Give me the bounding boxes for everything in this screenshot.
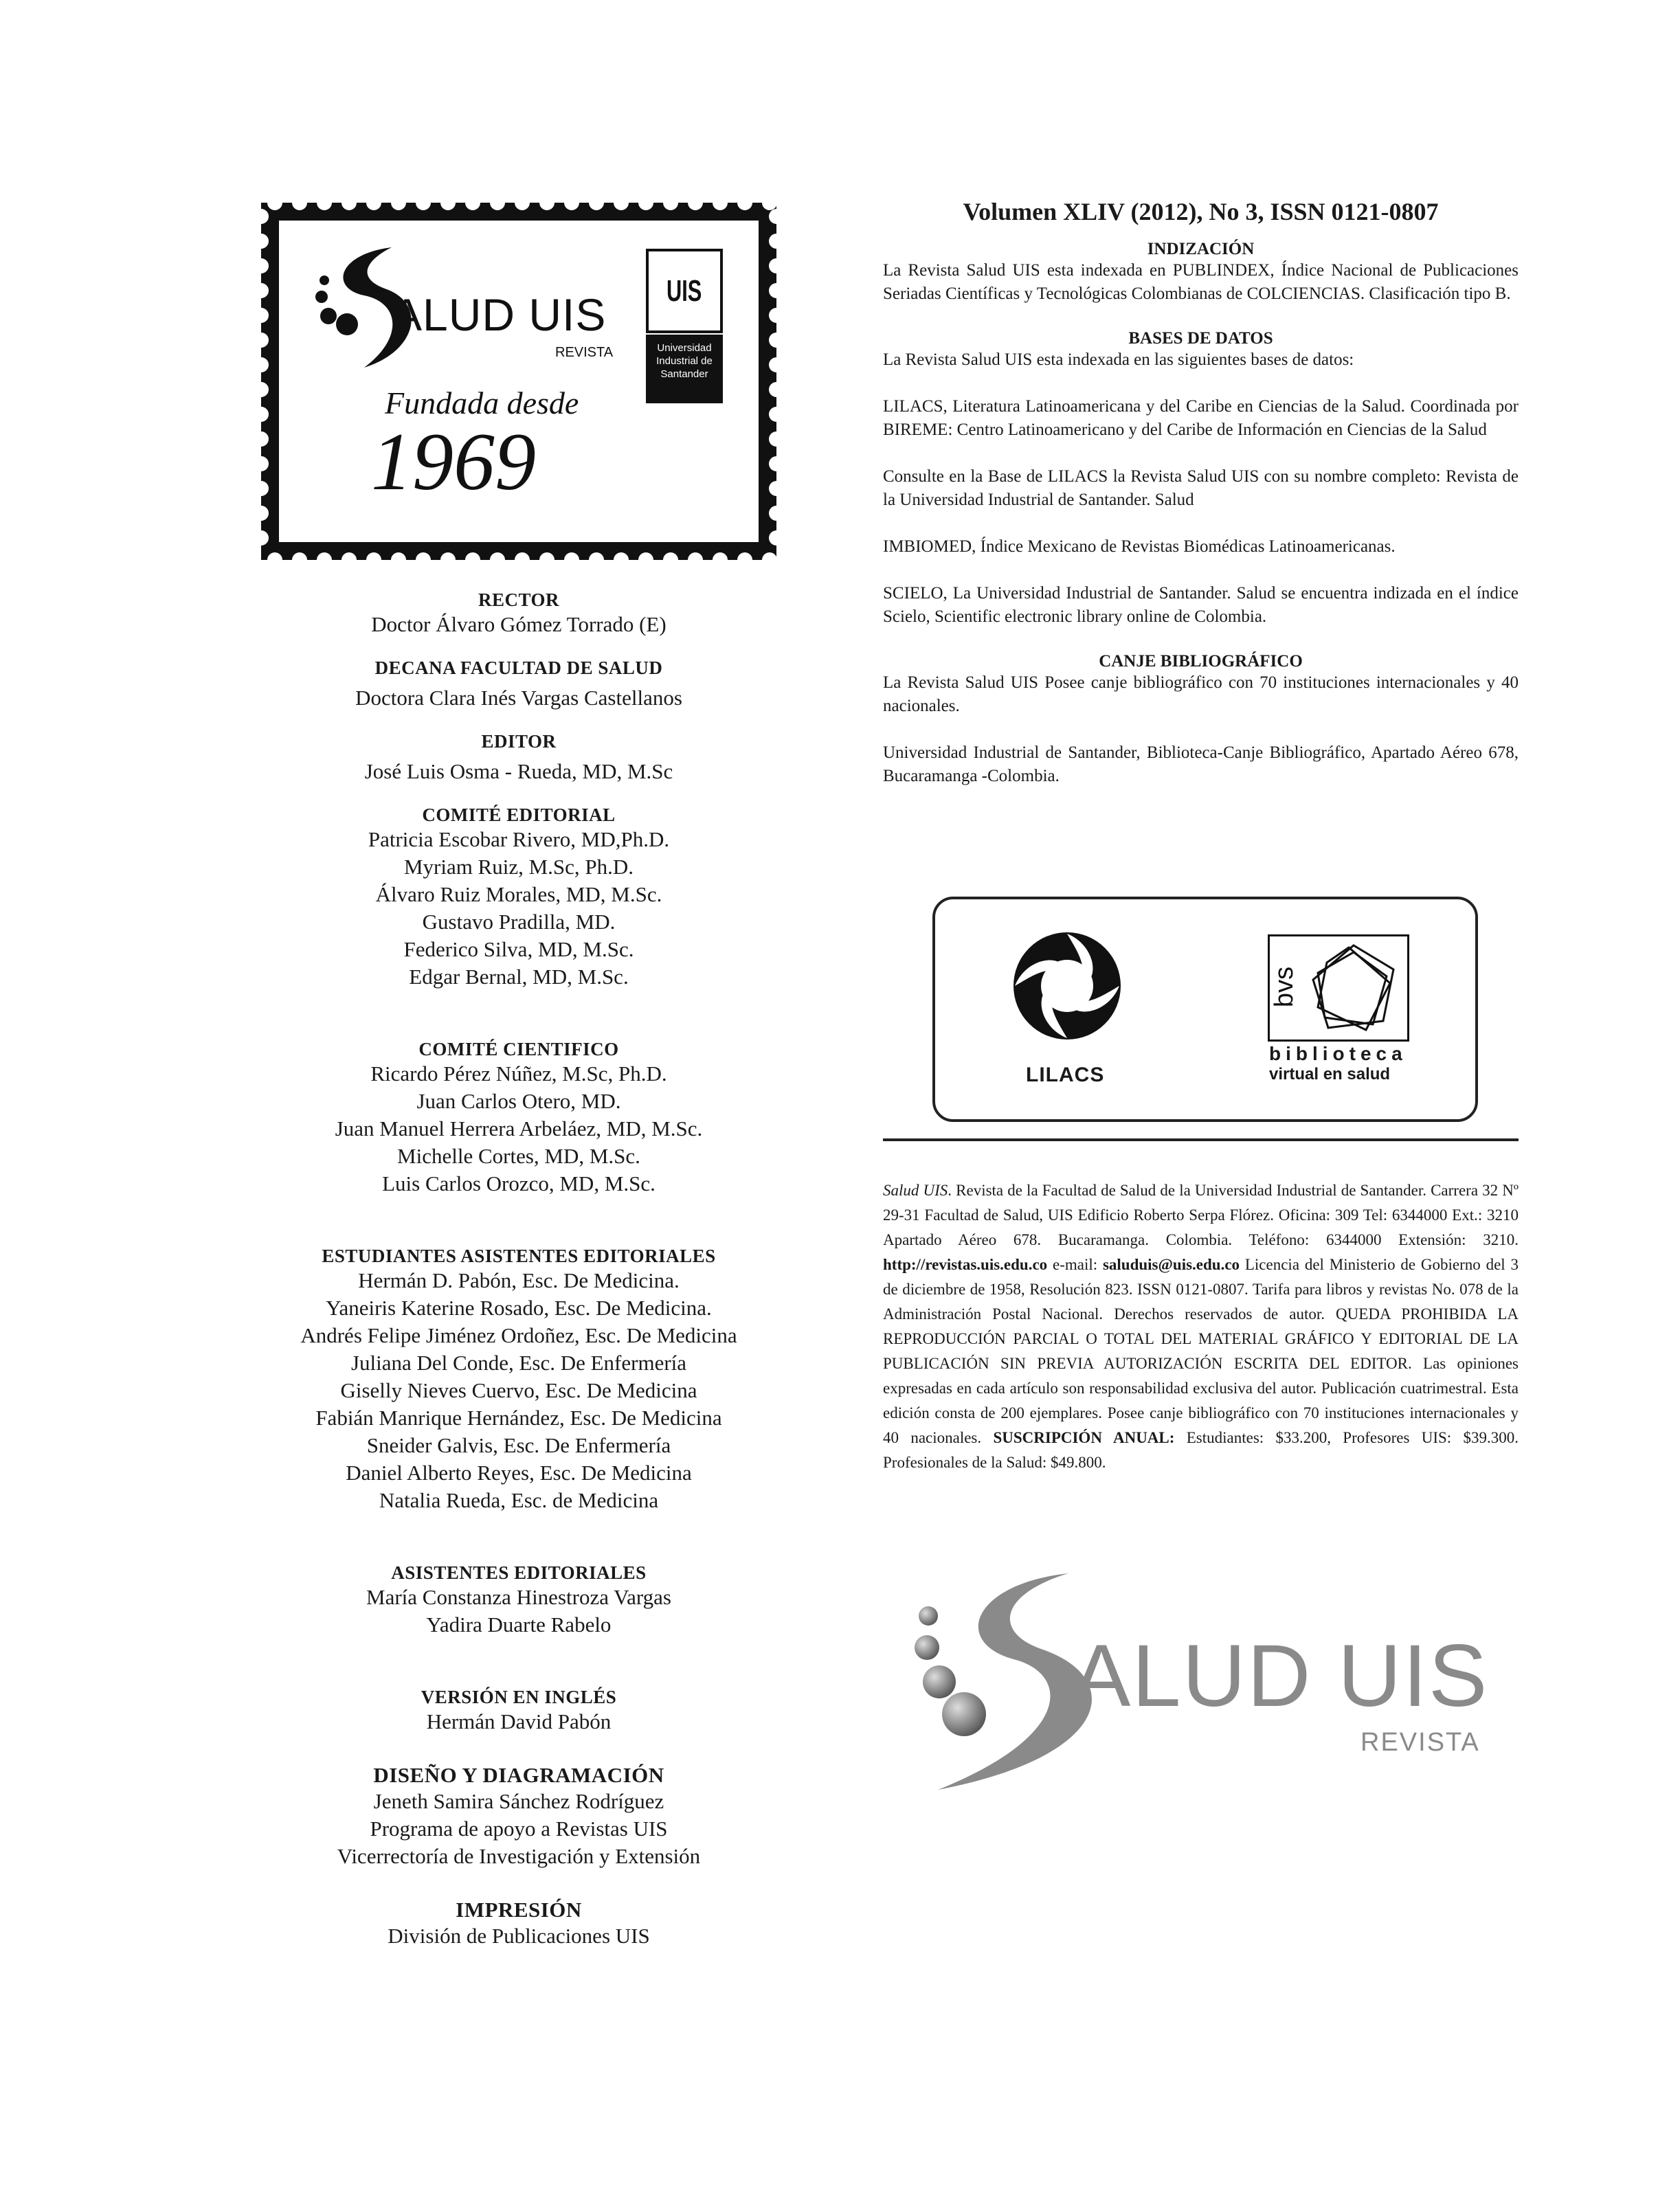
stamp-perforation: [391, 552, 406, 568]
imbiomed-text: IMBIOMED, Índice Mexicano de Revistas Biomédicas Latinoamericanas.: [883, 537, 1396, 556]
stamp-perforation: [292, 552, 307, 568]
list-item: Juan Carlos Otero, MD.: [416, 1089, 621, 1113]
impresion-heading: IMPRESIÓN: [456, 1898, 582, 1922]
stamp-perforation: [564, 552, 579, 568]
volume-title: Volumen XLIV (2012), No 3, ISSN 0121-0807: [963, 198, 1439, 225]
comite-cientifico-heading: COMITÉ CIENTIFICO: [418, 1039, 619, 1059]
bvs-label-1: biblioteca: [1269, 1043, 1407, 1064]
section-divider: [883, 1138, 1519, 1141]
stamp-perforation: [267, 552, 282, 568]
list-item: Vicerrectoría de Investigación y Extensión: [337, 1844, 701, 1868]
stamp-perforation: [366, 552, 381, 568]
imprint-journal: Salud UIS: [883, 1182, 948, 1199]
stamp-perforation: [614, 195, 629, 210]
scielo-text: SCIELO, La Universidad Industrial de Santander. Salud se encuentra indizada en el índice Scielo, Scientific electronic library online de Colombia.: [883, 584, 1519, 626]
stamp-perforation: [254, 308, 269, 323]
comite-editorial-list: [261, 826, 776, 991]
list-item: Luis Carlos Orozco, MD, M.Sc.: [382, 1171, 656, 1195]
bvs-star-icon: [1308, 942, 1400, 1035]
rector-name: Doctor Álvaro Gómez Torrado (E): [371, 612, 667, 636]
editor-name: José Luis Osma - Rueda, MD, M.Sc: [364, 759, 673, 783]
stamp-perforation: [737, 552, 752, 568]
stamp-perforation: [769, 258, 784, 273]
right-column: [883, 196, 1519, 788]
stamp-perforation: [769, 481, 784, 496]
version-name: Hermán David Pabón: [426, 1709, 612, 1733]
stamp-perforation: [254, 481, 269, 496]
stamp-perforation: [769, 506, 784, 521]
list-item: Álvaro Ruiz Morales, MD, M.Sc.: [375, 882, 662, 906]
diseno-heading: DISEÑO Y DIAGRAMACIÓN: [373, 1763, 664, 1787]
imprint-paragraph: [883, 1178, 1519, 1475]
estudiantes-heading: ESTUDIANTES ASISTENTES EDITORIALES: [322, 1246, 716, 1266]
stamp-perforation: [769, 283, 784, 298]
stamp-perforation: [769, 234, 784, 249]
stamp-perforation: [713, 552, 728, 568]
list-item: Juan Manuel Herrera Arbeláez, MD, M.Sc.: [335, 1116, 703, 1141]
lilacs-icon: [1012, 931, 1122, 1041]
list-item: Federico Silva, MD, M.Sc.: [403, 937, 634, 961]
stamp-perforation: [465, 195, 480, 210]
large-logo-text: ALUD UIS: [1072, 1627, 1489, 1725]
stamp-perforation: [769, 308, 784, 323]
lilacs-text: LILACS, Literatura Latinoamericana y del Caribe en Ciencias de la Salud. Coordinada por BIREME: Centro Latinoamericano y del Caribe de Información en Ciencias de la Salud: [883, 397, 1519, 439]
stamp-perforation: [769, 333, 784, 348]
stamp-perforation: [769, 357, 784, 372]
stamp-perforation: [663, 552, 678, 568]
imprint-subscription: SUSCRIPCIÓN ANUAL:: [993, 1429, 1175, 1446]
bvs-mark-box: [1268, 934, 1409, 1042]
imprint-part-1: . Revista de la Facultad de Salud de la Universidad Industrial de Santander. Carrera 32 Nº 29-31 Facultad de Salud, UIS Edificio Roberto Serpa Flórez. Oficina: 309 Tel: 6344000 Ext.: 3210 Apartado Aéreo 678. Bucaramanga. Colombia. Teléfono: 6344000 Extensión: 3210.: [883, 1182, 1519, 1248]
stamp-perforation: [638, 195, 653, 210]
list-item: Fabián Manrique Hernández, Esc. De Medicina: [315, 1406, 722, 1430]
stamp-perforation: [589, 195, 604, 210]
consulte-text: Consulte en la Base de LILACS la Revista Salud UIS con su nombre completo: Revista de la Universidad Industrial de Santander. Salud: [883, 467, 1519, 509]
stamp-perforation: [254, 357, 269, 372]
imprint-part-2: e-mail:: [1047, 1256, 1103, 1273]
imprint-email[interactable]: saluduis@uis.edu.co: [1102, 1256, 1240, 1273]
stamp-perforation: [254, 506, 269, 521]
stamp-perforation: [465, 552, 480, 568]
asistentes-heading: ASISTENTES EDITORIALES: [391, 1562, 647, 1583]
stamp-perforation: [254, 333, 269, 348]
uis-badge-name-3: Santander: [660, 368, 708, 380]
decana-heading: DECANA FACULTAD DE SALUD: [374, 658, 663, 678]
stamp-perforation: [638, 552, 653, 568]
list-item: Andrés Felipe Jiménez Ordoñez, Esc. De Medicina: [300, 1323, 737, 1347]
uis-badge-name-2: Industrial de: [656, 355, 713, 367]
stamp-perforation: [737, 195, 752, 210]
bvs-label-2: virtual en salud: [1269, 1065, 1391, 1083]
imprint-part-3: Licencia del Ministerio de Gobierno del 3 de diciembre de 1958, Resolución 823. ISSN 0121-0807. Tarifa para libros y revistas No. 078 de la Administración Postal Nacional. Derechos reservados de autor. QUEDA PROHIBIDA LA REPRODUCCIÓN PARCIAL O TOTAL DEL MATERIAL GRÁFICO Y EDITORIAL DE LA PUBLICACIÓN SIN PREVIA AUTORIZACIÓN ESCRITA DEL EDITOR. Las opiniones expresadas en cada artículo son responsabilidad exclusiva del autor. Publicación cuatrimestral. Esta edición consta de 200 ejemplares. Posee canje bibliográfico con 70 instituciones internacionales y 40 nacionales.: [883, 1256, 1519, 1446]
rector-heading: RECTOR: [478, 589, 560, 610]
stamp-perforation: [769, 382, 784, 397]
list-item: Ricardo Pérez Núñez, M.Sc, Ph.D.: [370, 1061, 667, 1086]
stamp-logo-sub: REVISTA: [555, 345, 614, 360]
list-item: Yadira Duarte Rabelo: [426, 1613, 612, 1637]
estudiantes-list: [261, 1267, 776, 1514]
stamp-perforation: [391, 195, 406, 210]
stamp-perforation: [416, 552, 431, 568]
large-logo-sub: REVISTA: [1360, 1728, 1480, 1757]
imprint-url[interactable]: http://revistas.uis.edu.co: [883, 1256, 1048, 1273]
editor-heading: EDITOR: [481, 731, 557, 752]
list-item: Michelle Cortes, MD, M.Sc.: [397, 1144, 640, 1168]
indizacion-heading: INDIZACIÓN: [1147, 240, 1255, 258]
list-item: Natalia Rueda, Esc. de Medicina: [379, 1488, 659, 1512]
uis-badge-name: [646, 335, 723, 403]
stamp-perforation: [292, 195, 307, 210]
stamp-perforation: [762, 195, 777, 210]
stamp-perforation: [267, 195, 282, 210]
list-item: Giselly Nieves Cuervo, Esc. De Medicina: [340, 1378, 697, 1402]
stamp-perforation: [440, 195, 456, 210]
bases-intro: La Revista Salud UIS esta indexada en las siguientes bases de datos:: [883, 350, 1354, 369]
stamp-perforation: [762, 552, 777, 568]
diseno-list: [261, 1788, 776, 1870]
imprint-part-4: Estudiantes: $33.200, Profesores UIS: $39.300. Profesionales de la Salud: $49.800.: [883, 1429, 1519, 1471]
stamp-perforation: [254, 407, 269, 422]
list-item: Yaneiris Katerine Rosado, Esc. De Medicina.: [326, 1296, 712, 1320]
direccion-text: Universidad Industrial de Santander, Biblioteca-Canje Bibliográfico, Apartado Aéreo 678, Bucaramanga -Colombia.: [883, 743, 1519, 785]
comite-cientifico-list: [261, 1060, 776, 1198]
stamp-perforation: [564, 195, 579, 210]
stamp-perforation: [341, 195, 357, 210]
stamp-perforation: [769, 431, 784, 447]
stamp-perforation: [490, 552, 505, 568]
stamp-perforation: [539, 195, 555, 210]
stamp-perforation: [663, 195, 678, 210]
list-item: María Constanza Hinestroza Vargas: [366, 1585, 671, 1609]
list-item: Myriam Ruiz, M.Sc, Ph.D.: [403, 855, 634, 879]
bvs-mark: bvs: [1270, 966, 1299, 1008]
canje-heading: CANJE BIBLIOGRÁFICO: [1099, 652, 1303, 671]
indizacion-text: La Revista Salud UIS esta indexada en PUBLINDEX, Índice Nacional de Publicaciones Seriadas Científicas y Tecnológicas Colombianas de COLCIENCIAS. Clasificación tipo B.: [883, 261, 1519, 303]
decana-name: Doctora Clara Inés Vargas Castellanos: [355, 686, 682, 710]
stamp-perforation: [515, 552, 530, 568]
stamp-perforation: [688, 552, 703, 568]
stamp-perforation: [254, 234, 269, 249]
stamp-perforation: [317, 552, 332, 568]
stamp-perforation: [539, 552, 555, 568]
stamp-founded-label: Fundada desde: [385, 385, 579, 420]
stamp-perforation: [254, 209, 269, 224]
uis-badge-mark-box: [646, 249, 723, 333]
stamp-perforation: [416, 195, 431, 210]
bvs-logo: [1268, 934, 1446, 1083]
uis-badge-mark: UIS: [667, 273, 702, 308]
uis-badge-name-1: Universidad: [657, 342, 712, 354]
stamp-perforation: [688, 195, 703, 210]
version-heading: VERSIÓN EN INGLÉS: [421, 1687, 617, 1707]
stamp-perforation: [589, 552, 604, 568]
stamp-perforation: [769, 456, 784, 471]
list-item: Patricia Escobar Rivero, MD,Ph.D.: [368, 827, 670, 851]
stamp-perforation: [254, 382, 269, 397]
list-item: Sneider Galvis, Esc. De Enfermería: [366, 1433, 671, 1457]
stamp-perforation: [440, 552, 456, 568]
bases-heading: BASES DE DATOS: [1128, 329, 1273, 348]
list-item: Hermán D. Pabón, Esc. De Medicina.: [358, 1268, 680, 1292]
left-column: [261, 589, 776, 1950]
stamp-perforation: [769, 530, 784, 546]
stamp-perforation: [254, 456, 269, 471]
stamp-perforation: [769, 209, 784, 224]
stamp-logo-text: ALUD UIS: [392, 289, 607, 340]
stamp-perforation: [713, 195, 728, 210]
lilacs-label: LILACS: [1026, 1064, 1105, 1086]
stamp-perforation: [254, 431, 269, 447]
list-item: Edgar Bernal, MD, M.Sc.: [409, 965, 629, 989]
list-item: Jeneth Samira Sánchez Rodríguez: [373, 1789, 664, 1813]
asistentes-list: [261, 1584, 776, 1639]
stamp-perforation: [614, 552, 629, 568]
stamp-perforation: [341, 552, 357, 568]
stamp-founded-year: 1969: [371, 416, 536, 507]
stamp-perforation: [515, 195, 530, 210]
stamp-perforation: [317, 195, 332, 210]
stamp-perforation: [254, 258, 269, 273]
list-item: Gustavo Pradilla, MD.: [422, 910, 616, 934]
comite-editorial-heading: COMITÉ EDITORIAL: [422, 805, 616, 825]
stamp-perforation: [254, 530, 269, 546]
impresion-name: División de Publicaciones UIS: [388, 1924, 650, 1948]
list-item: Daniel Alberto Reyes, Esc. De Medicina: [346, 1461, 692, 1485]
list-item: Programa de apoyo a Revistas UIS: [370, 1817, 668, 1841]
stamp-perforation: [366, 195, 381, 210]
uis-badge: [646, 249, 723, 420]
canje-text: La Revista Salud UIS Posee canje bibliográfico con 70 instituciones internacionales y 40 nacionales.: [883, 673, 1519, 715]
list-item: Juliana Del Conde, Esc. De Enfermería: [350, 1351, 687, 1375]
stamp-perforation: [490, 195, 505, 210]
stamp-perforation: [769, 407, 784, 422]
stamp-perforation: [254, 283, 269, 298]
